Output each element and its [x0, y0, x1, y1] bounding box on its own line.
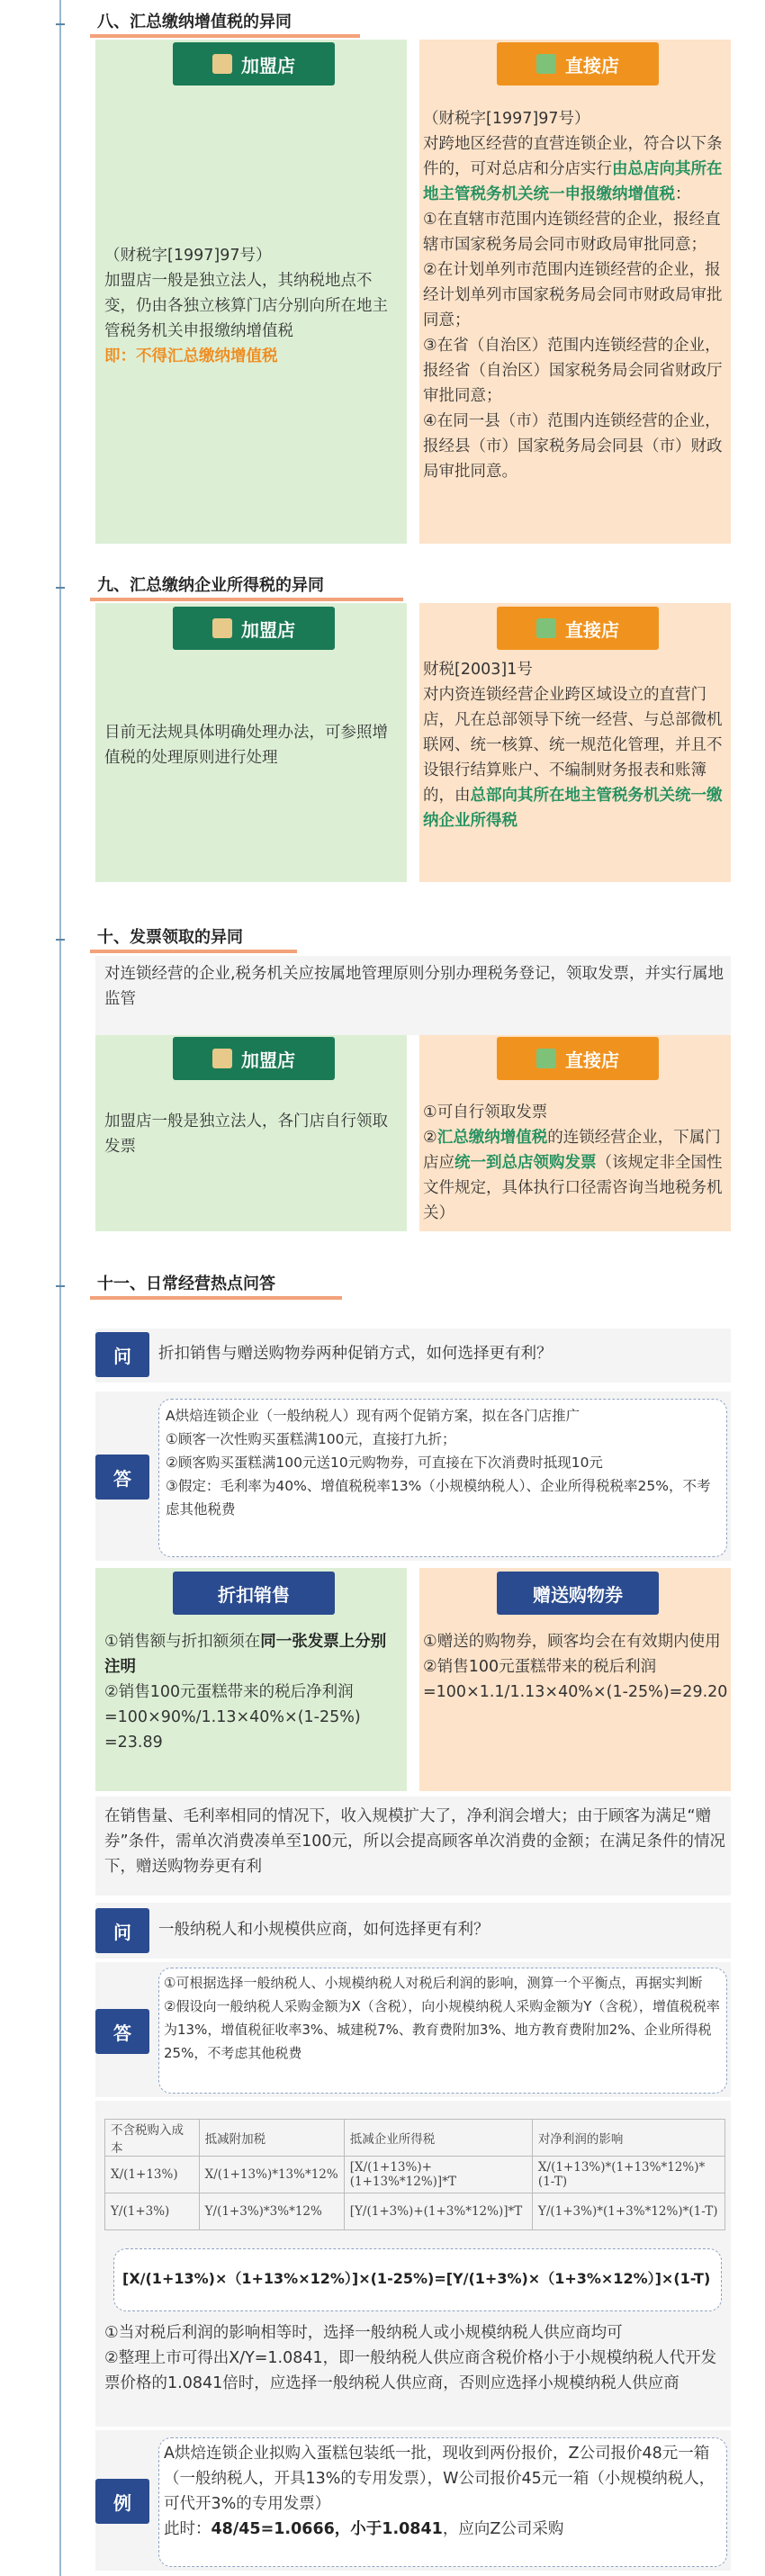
conclusion-text: 在销售量、毛利率相同的情况下，收入规模扩大了，净利润会增大；由于顾客为满足“赠券”条件，需单次消费凑单至100元，所以会提高顾客单次消费的金额；在满足条件的情况下，赠送购物券更有利	[104, 1807, 725, 1876]
section-10-title: 十、发票领取的异同	[97, 928, 243, 947]
section-10-franchise-text: 加盟店一般是独立法人，各门店自行领取发票	[104, 1112, 388, 1156]
section-8-franchise-text: （财税字[1997]97号） 加盟店一般是独立法人，其纳税地点不变，仍由各独立核算门店分别向所在地主管税务机关申报缴纳增值税 即：不得汇总缴纳增值税	[104, 247, 388, 365]
timeline-marker	[56, 23, 65, 25]
franchise-badge: 加盟店	[173, 1037, 335, 1080]
table-cell: X/(1+13%)*13%*12%	[199, 2157, 344, 2193]
answer-2-text: ①可根据选择一般纳税人、小规模纳税人对税后利润的影响，测算一个平衡点，再据实判断 ②假设向一般纳税人采购金额为X（含税），向小规模纳税人采购金额为Y（含税），增值税税率为13%，增值税征收率3%、城建税7%、教育费附加3%、地方教育费附加2%、企业所得税25%，不考虑其他税费	[164, 1975, 720, 2061]
question-badge: 问	[95, 1332, 149, 1377]
section-9-franchise-text: 目前无法规具体明确处理办法，可参照增值税的处理原则进行处理	[104, 724, 388, 767]
table-header-cell: 不含税购入成本	[105, 2120, 200, 2157]
store-icon	[212, 618, 232, 638]
table-cell: Y/(1+3%)*(1+3%*12%)*(1-T)	[532, 2193, 724, 2230]
voucher-text: ①赠送的购物券，顾客均会在有效期内使用 ②销售100元蛋糕带来的税后利润=100×1.1/1.13×40%×(1-25%)=29.20	[423, 1633, 728, 1701]
table-cell: Y/(1+3%)	[105, 2193, 200, 2230]
section-9-title: 九、汇总缴纳企业所得税的异同	[97, 576, 324, 595]
timeline-marker	[56, 939, 65, 941]
direct-store-badge: 直接店	[497, 42, 659, 86]
section-10-intro-text: 对连锁经营的企业,税务机关应按属地管理原则分别办理税务登记，领取发票，并实行属地监管	[104, 965, 724, 1008]
table-header-cell: 抵减企业所得税	[344, 2120, 532, 2157]
section-8-underline	[90, 34, 360, 38]
table-cell: [X/(1+13%)+(1+13%*12%)]*T	[344, 2157, 532, 2193]
section-9-underline	[90, 598, 403, 601]
table-header-row	[105, 2120, 725, 2157]
timeline-marker	[56, 1285, 65, 1287]
table-cell: X/(1+13%)*(1+13%*12%)*(1-T)	[532, 2157, 724, 2193]
franchise-badge: 加盟店	[173, 42, 335, 86]
table-cell: [Y/(1+3%)+(1+3%*12%)]*T	[344, 2193, 532, 2230]
store-icon	[212, 54, 232, 74]
table-row	[105, 2193, 725, 2230]
section-11-underline	[90, 1296, 342, 1300]
building-icon	[536, 54, 556, 74]
section-8-direct-text: （财税字[1997]97号） 对跨地区经营的直营连锁企业，符合以下条件的，可对总店和分店实行由总店向其所在地主管税务机关统一申报缴纳增值税： ①在直辖市范围内连锁经营的企业，报经直辖市国家税务局会同市财政局审批同意； ②在计划单列市范围内连锁经营的企业，报经计划单列市国家税务局会同市财政局审批同意； ③在省（自治区）范围内连锁经营的企业，报经省（自治区）国家税务局会同省财政厅审批同意； ④在同一县（市）范围内连锁经营的企业，报经县（市）国家税务局会同县（市）财政局审批同意。	[423, 110, 723, 481]
section-9-direct-text: 财税[2003]1号 对内资连锁经营企业跨区域设立的直营门店，凡在总部领导下统一经营、与总部微机联网、统一核算、统一规范化管理，并且不设银行结算账户、不编制财务报表和账簿的，由总部向其所在地主管税务机关统一缴纳企业所得税	[423, 661, 723, 830]
question-badge: 问	[95, 1908, 149, 1953]
question-1-text: 折扣销售与赠送购物券两种促销方式，如何选择更有利？	[158, 1345, 553, 1363]
table-header-cell: 抵减附加税	[199, 2120, 344, 2157]
direct-store-badge: 直接店	[497, 1037, 659, 1080]
building-icon	[536, 618, 556, 638]
franchise-badge: 加盟店	[173, 607, 335, 650]
table-header-cell: 对净利润的影响	[532, 2120, 724, 2157]
example-text: A烘焙连锁企业拟购入蛋糕包装纸一批，现收到两份报价，Z公司报价48元一箱（一般纳税人，开具13%的专用发票），W公司报价45元一箱（小规模纳税人，可代开3%的专用发票） 此时：48/45=1.0666，小于1.0841，应向Z公司采购	[164, 2445, 716, 2538]
question-2-text: 一般纳税人和小规模供应商，如何选择更有利？	[158, 1921, 490, 1939]
tax-impact-table	[104, 2119, 725, 2230]
section-10-underline	[90, 950, 297, 953]
building-icon	[536, 1049, 556, 1068]
analysis-result-text: ①当对税后利润的影响相等时，选择一般纳税人或小规模纳税人供应商均可 ②整理上市可得出X/Y=1.0841，即一般纳税人供应商含税价格小于小规模纳税人代开发票价格的1.0841倍时，应选择一般纳税人供应商，否则应选择小规模纳税人供应商	[104, 2324, 717, 2392]
answer-badge: 答	[95, 1455, 149, 1500]
section-8-title: 八、汇总缴纳增值税的异同	[97, 13, 292, 32]
table-row	[105, 2157, 725, 2193]
discount-sale-badge: 折扣销售	[173, 1572, 335, 1615]
discount-sale-text: ①销售额与折扣额须在同一张发票上分别注明 ②销售100元蛋糕带来的税后净利润=100×90%/1.13×40%×(1-25%) =23.89	[104, 1633, 387, 1752]
direct-store-badge: 直接店	[497, 607, 659, 650]
balance-formula: [X/(1+13%)×（1+13%×12%）]×(1-25%)=[Y/(1+3%)×（1+3%×12%）]×(1-T)	[122, 2270, 711, 2287]
section-11-title: 十一、日常经营热点问答	[97, 1274, 275, 1293]
answer-badge: 答	[95, 2009, 149, 2054]
timeline-marker	[56, 587, 65, 589]
timeline-line	[59, 0, 61, 2576]
voucher-badge: 赠送购物券	[497, 1572, 659, 1615]
store-icon	[212, 1049, 232, 1068]
example-badge: 例	[95, 2479, 149, 2524]
table-cell: Y/(1+3%)*3%*12%	[199, 2193, 344, 2230]
table-cell: X/(1+13%)	[105, 2157, 200, 2193]
answer-1-text: A烘焙连锁企业（一般纳税人）现有两个促销方案，拟在各门店推广 ①顾客一次性购买蛋糕满100元，直接打九折； ②顾客购买蛋糕满100元送10元购物券，可直接在下次消费时抵现10元 ③假定：毛利率为40%、增值税税率13%（小规模纳税人）、企业所得税税率25%，不考虑其他税费	[166, 1408, 711, 1518]
section-10-direct-text: ①可自行领取发票 ②汇总缴纳增值税的连锁经营企业，下属门店应统一到总店领购发票（该规定非全国性文件规定，具体执行口径需咨询当地税务机关）	[423, 1103, 723, 1222]
